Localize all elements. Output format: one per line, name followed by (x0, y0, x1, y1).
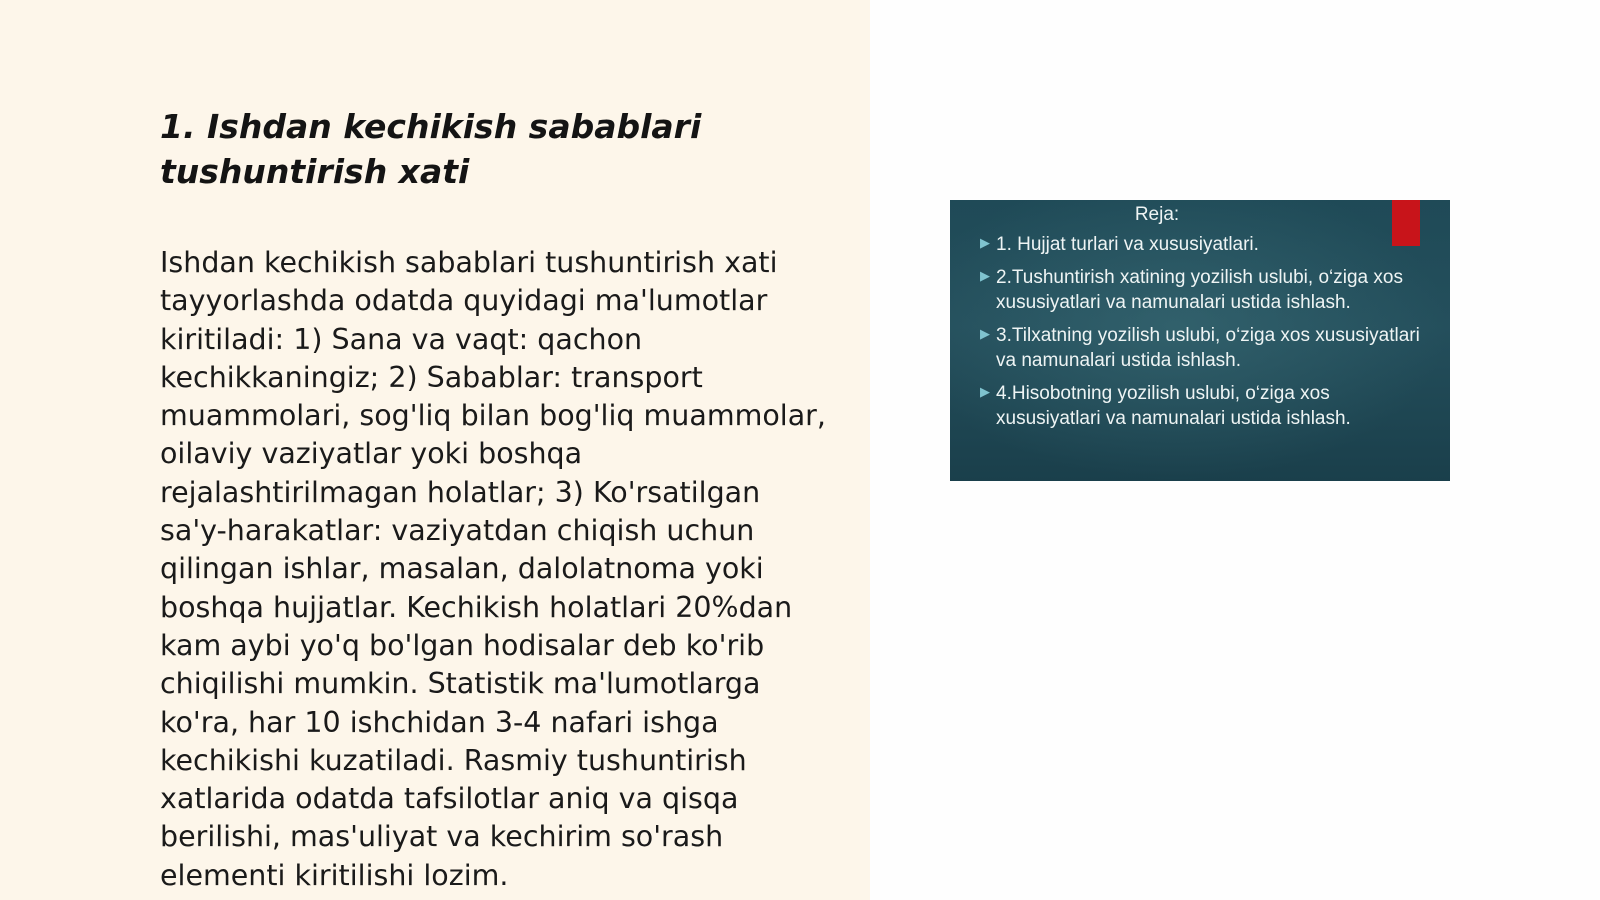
slide-outline-item-text: 2.Tushuntirish xatining yozilish uslubi, o‘ziga xos xususiyatlari va namunalari ustida ishlash. (996, 267, 1403, 313)
slide-heading: Reja: (1134, 204, 1180, 225)
triangle-right-icon: ▶ (980, 235, 990, 250)
slide-outline-item (980, 323, 1420, 373)
triangle-right-icon: ▶ (980, 268, 990, 283)
slide-outline-item-text: 3.Tilxatning yozilish uslubi, o‘ziga xos xususiyatlari va namunalari ustida ishlash. (996, 325, 1420, 371)
page-title: 1. Ishdan kechikish sabablari tushuntirish xati (160, 107, 702, 191)
triangle-right-icon: ▶ (980, 326, 990, 341)
slide-outline-item-text: 4.Hisobotning yozilish uslubi, o‘ziga xos xususiyatlari va namunalari ustida ishlash. (996, 383, 1351, 429)
triangle-right-icon: ▶ (980, 384, 990, 399)
slide-outline-item-text: 1. Hujjat turlari va xususiyatlari. (996, 234, 1259, 255)
slide-outline-item (980, 265, 1420, 315)
slide-outline-item (980, 232, 1420, 257)
slide-image (950, 200, 1450, 481)
slide-outline-list (980, 232, 1420, 439)
slide-outline-item (980, 381, 1420, 431)
body-paragraph: Ishdan kechikish sabablari tushuntirish xati tayyorlashda odatda quyidagi ma'lumotlar kiritiladi: 1) Sana va vaqt: qachon kechikkaningiz; 2) Sabablar: transport muammolari, sog'liq bilan bog'liq muammolar, oilaviy vaziyatlar yoki boshqa rejalashtirilmagan holatlar; 3) Ko'rsatilgan sa'y-harakatlar: vaziyatdan chiqish uchun qilingan ishlar, masalan, dalolatnoma yoki boshqa hujjatlar. Kechikish holatlari 20%dan kam aybi yo'q bo'lgan hodisalar deb ko'rib chiqilishi mumkin. Statistik ma'lumotlarga ko'ra, har 10 ishchidan 3-4 nafari ishga kechikishi kuzatiladi. Rasmiy tushuntirish xatlarida odatda tafsilotlar aniq va qisqa berilishi, mas'uliyat va kechirim so'rash elementi kiritilishi lozim. (160, 246, 826, 892)
